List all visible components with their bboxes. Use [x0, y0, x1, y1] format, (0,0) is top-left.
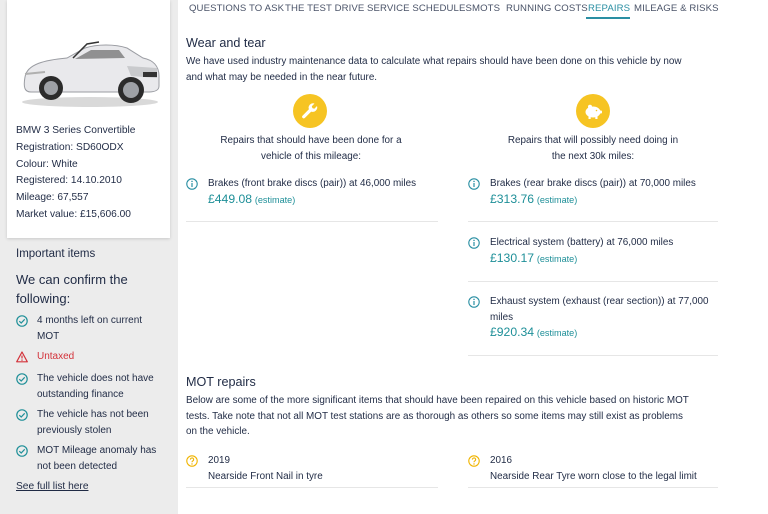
- check-circle-icon: [16, 445, 28, 457]
- check-text-line1: MOT Mileage anomaly has: [37, 445, 157, 456]
- check-text-line1: The vehicle has not been: [37, 409, 149, 420]
- vehicle-registration: Registration: SD60ODX: [16, 141, 124, 153]
- tab-questions-to-ask[interactable]: QUESTIONS TO ASK: [189, 3, 285, 14]
- mot-item: [468, 455, 728, 487]
- vehicle-registered: Registered: 14.10.2010: [16, 175, 122, 187]
- mot-description: Nearside Front Nail in tyre: [208, 470, 323, 482]
- repair-description: Exhaust system (exhaust (rear section)) at 77,000: [490, 296, 709, 307]
- check-text-line1: Untaxed: [37, 351, 75, 362]
- check-circle-icon: [16, 373, 28, 385]
- see-full-list-link[interactable]: See full list here: [16, 481, 89, 492]
- check-item-mot: [16, 313, 142, 344]
- mot-repairs-title: MOT repairs: [186, 375, 256, 389]
- repair-item: [468, 294, 718, 350]
- wrench-icon: [293, 94, 327, 128]
- check-text-line2: outstanding finance: [37, 388, 124, 400]
- check-item-finance: [16, 371, 154, 402]
- repair-item: [468, 176, 718, 216]
- check-item-mileage: [16, 443, 156, 474]
- mot-year: 2016: [490, 455, 512, 466]
- tab-bar: [184, 0, 768, 18]
- divider: [468, 487, 718, 488]
- left-column-heading: [186, 133, 436, 164]
- divider: [186, 221, 438, 222]
- vehicle-mileage: Mileage: 67,557: [16, 192, 89, 204]
- mot-repairs-intro: [186, 393, 756, 440]
- tab-mots[interactable]: MOTS: [472, 3, 501, 14]
- question-circle-icon: [468, 455, 480, 467]
- info-icon: [468, 178, 480, 190]
- important-items-title: Important items: [16, 248, 96, 260]
- check-item-tax: [16, 349, 74, 365]
- repair-estimate-note: (estimate): [536, 194, 578, 205]
- vehicle-market-value: Market value: £15,606.00: [16, 208, 131, 220]
- divider: [468, 281, 718, 282]
- right-column-heading: [468, 133, 718, 164]
- repair-price: £313.76: [490, 191, 535, 206]
- question-circle-icon: [186, 455, 198, 467]
- mot-intro-line3: on the vehicle.: [186, 426, 250, 437]
- check-item-stolen: [16, 407, 149, 438]
- car-image: [15, 22, 165, 112]
- tab-running-costs[interactable]: RUNNING COSTS: [506, 3, 588, 14]
- piggy-bank-icon: [576, 94, 610, 128]
- check-text-line2: MOT: [37, 330, 60, 342]
- active-tab-indicator: [586, 17, 630, 19]
- left-head-line2: vehicle of this mileage:: [261, 150, 361, 162]
- divider: [186, 487, 438, 488]
- check-text-line2: previously stolen: [37, 424, 112, 436]
- mot-year: 2019: [208, 455, 230, 466]
- wear-tear-intro: [186, 54, 756, 85]
- right-head-line2: the next 30k miles:: [551, 150, 635, 162]
- left-head-line1: Repairs that should have been done for a: [220, 135, 402, 146]
- check-circle-icon: [16, 409, 28, 421]
- mot-intro-line1: Below are some of the more significant items that should have been repaired on this vehicle based on historic MOT: [186, 395, 689, 406]
- wear-tear-title: Wear and tear: [186, 36, 266, 50]
- repair-description: Brakes (rear brake discs (pair)) at 70,000 miles: [490, 178, 696, 189]
- right-head-line1: Repairs that will possibly need doing in: [507, 135, 679, 146]
- repair-price: £130.17: [490, 250, 535, 265]
- confirm-title: We can confirm the following:: [16, 272, 128, 306]
- vehicle-colour: Colour: White: [16, 158, 78, 170]
- info-icon: [468, 296, 480, 308]
- tab-repairs[interactable]: REPAIRS: [588, 3, 631, 14]
- repair-estimate-note: (estimate): [254, 194, 296, 205]
- info-icon: [468, 237, 480, 249]
- repair-price: £449.08: [208, 191, 253, 206]
- tab-the-test-drive[interactable]: THE TEST DRIVE: [285, 3, 365, 14]
- repair-estimate-note: (estimate): [536, 328, 578, 338]
- repair-description: Electrical system (battery) at 76,000 miles: [490, 237, 674, 248]
- repair-item: [468, 235, 718, 275]
- repair-estimate-note: (estimate): [536, 253, 578, 264]
- divider: [468, 221, 718, 222]
- divider: [468, 355, 718, 356]
- wear-intro-line1: We have used industry maintenance data to calculate what repairs should have been done on this vehicle by now: [186, 56, 682, 67]
- warning-icon: [16, 351, 28, 363]
- check-circle-icon: [16, 315, 28, 327]
- tab-service-schedules[interactable]: SERVICE SCHEDULES: [367, 3, 472, 14]
- vehicle-model: BMW 3 Series Convertible: [16, 125, 136, 136]
- mot-intro-line2: tests. Take note that not all MOT test stations are as thorough as others so some items may still exist as problems: [186, 410, 683, 422]
- mot-item: [186, 455, 446, 487]
- tab-mileage-risks[interactable]: MILEAGE & RISKS: [634, 3, 719, 14]
- repair-description: Brakes (front brake discs (pair)) at 46,000 miles: [208, 178, 417, 189]
- check-text-line1: The vehicle does not have: [37, 373, 154, 384]
- check-text-line2: not been detected: [37, 460, 118, 472]
- vehicle-details: [16, 123, 135, 224]
- wear-intro-line2: and what may be needed in the near future.: [186, 71, 378, 83]
- repair-price: £920.34: [490, 325, 535, 339]
- check-text-line1: 4 months left on current: [37, 315, 143, 326]
- mot-description: Nearside Rear Tyre worn close to the legal limit: [490, 470, 697, 482]
- left-sidebar: [0, 0, 178, 514]
- repair-item: [186, 176, 436, 216]
- repair-description-cont: miles: [490, 311, 514, 323]
- vehicle-card: [7, 0, 170, 238]
- info-icon: [186, 178, 198, 190]
